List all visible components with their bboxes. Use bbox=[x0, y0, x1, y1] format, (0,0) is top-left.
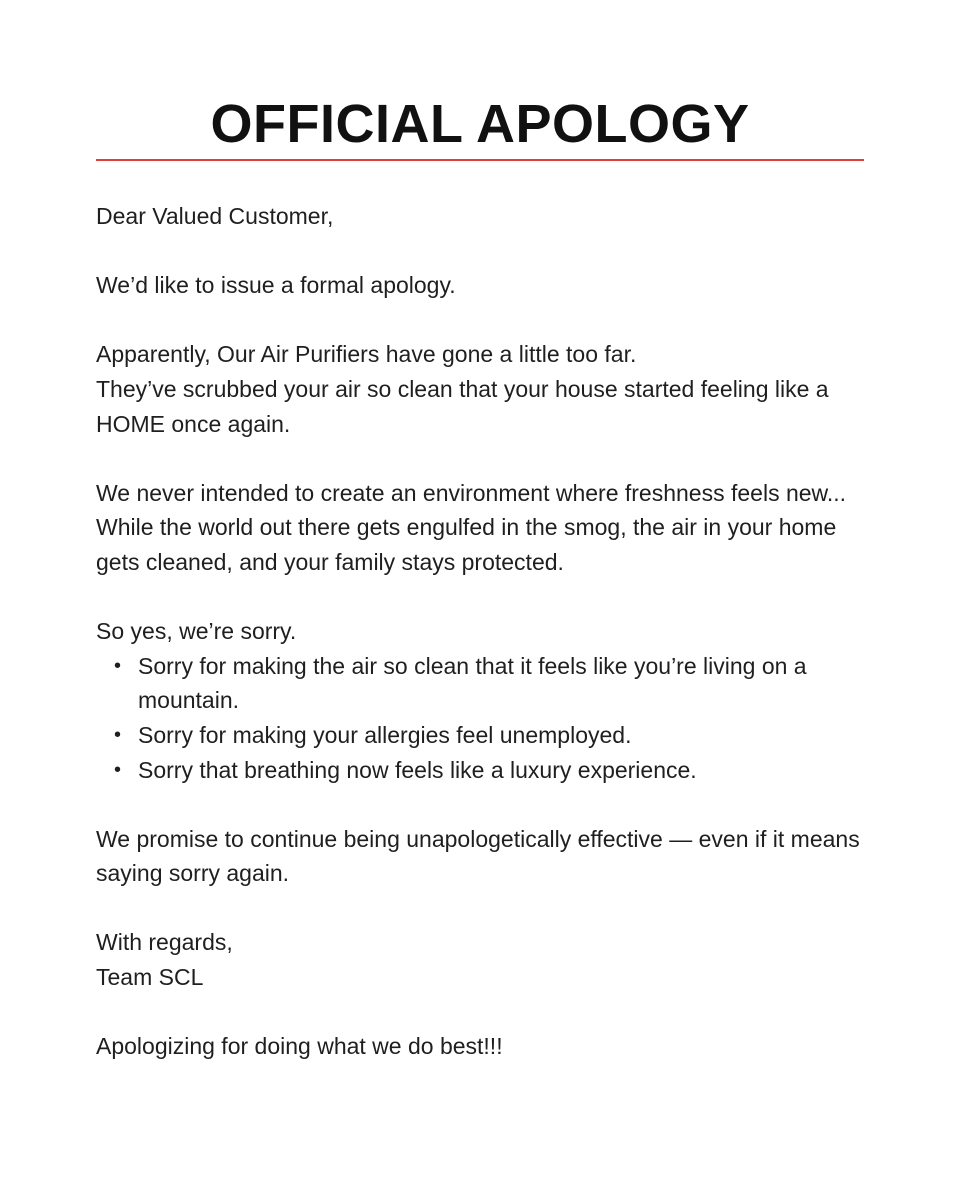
signature: Team SCL bbox=[96, 964, 204, 991]
list-item: • Sorry that breathing now feels like a luxury experience. bbox=[138, 753, 866, 788]
sorry-list bbox=[96, 649, 866, 787]
page-title: OFFICIAL APOLOGY bbox=[210, 94, 750, 154]
intro-line: We’d like to issue a formal apology. bbox=[96, 272, 456, 299]
list-item: • Sorry for making the air so clean that it feels like you’re living on a mountain. bbox=[138, 649, 866, 718]
list-item: • Sorry for making your allergies feel unemployed. bbox=[138, 718, 866, 753]
sorry-intro: So yes, we’re sorry. bbox=[96, 618, 297, 645]
letter-body bbox=[96, 199, 866, 1098]
closing: With regards, bbox=[96, 929, 233, 956]
paragraph-1-line-1: Apparently, Our Air Purifiers have gone a little too far. bbox=[96, 341, 637, 368]
salutation: Dear Valued Customer, bbox=[96, 203, 334, 229]
paragraph-1-line-2: They’ve scrubbed your air so clean that your house started feeling like a HOME once again. bbox=[96, 375, 829, 437]
promise-paragraph: We promise to continue being unapologetically effective — even if it means saying sorry again. bbox=[96, 825, 860, 887]
tagline: Apologizing for doing what we do best!!! bbox=[96, 1033, 503, 1060]
paragraph-2: We never intended to create an environment where freshness feels new... While the world out there gets engulfed in the smog, the air in your home gets cleaned, and your family stays protected. bbox=[96, 479, 847, 575]
title-divider bbox=[96, 159, 864, 161]
